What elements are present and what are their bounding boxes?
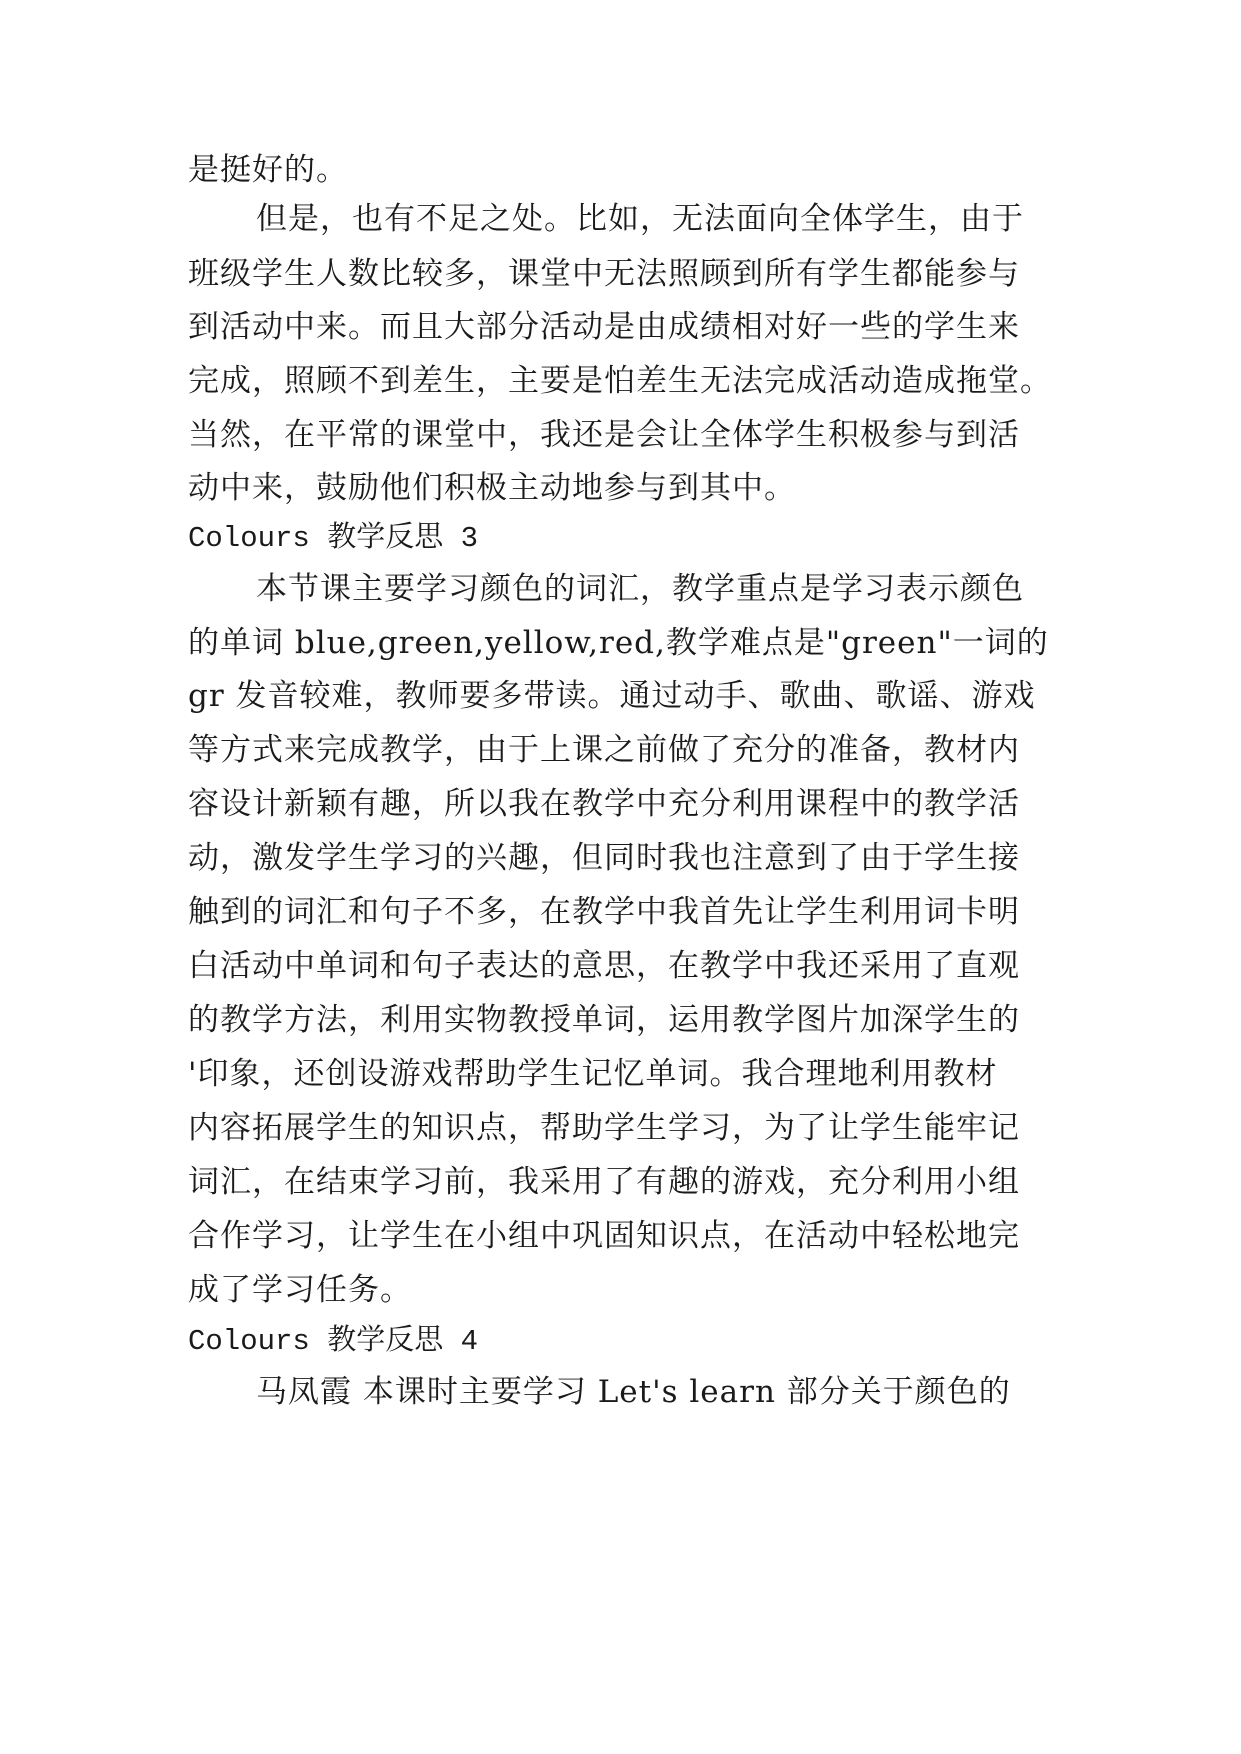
paragraph-line: 但是，也有不足之处。比如，无法面向全体学生，由于 bbox=[256, 201, 1024, 237]
paragraph-line: 内容拓展学生的知识点，帮助学生学习，为了让学生能牢记 bbox=[188, 1110, 1020, 1146]
paragraph-line: 动，激发学生学习的兴趣，但同时我也注意到了由于学生接 bbox=[188, 840, 1020, 876]
paragraph-line: gr 发音较难，教师要多带读。通过动手、歌曲、歌谣、游戏 bbox=[188, 678, 1036, 714]
paragraph-line: 的教学方法，利用实物教授单词，运用教学图片加深学生的 bbox=[188, 1002, 1020, 1038]
section-heading: Colours 教学反思 3 bbox=[188, 522, 479, 555]
paragraph-line: 马凤霞 本课时主要学习 Let's learn 部分关于颜色的 bbox=[256, 1374, 1011, 1410]
paragraph-line: 到活动中来。而且大部分活动是由成绩相对好一些的学生来 bbox=[188, 309, 1020, 345]
paragraph-line: 容设计新颖有趣，所以我在教学中充分利用课程中的教学活 bbox=[188, 786, 1020, 822]
paragraph-line: 白活动中单词和句子表达的意思，在教学中我还采用了直观 bbox=[188, 948, 1020, 984]
paragraph-line: 班级学生人数比较多，课堂中无法照顾到所有学生都能参与 bbox=[188, 256, 1020, 292]
paragraph-line: 合作学习，让学生在小组中巩固知识点，在活动中轻松地完 bbox=[188, 1218, 1020, 1254]
paragraph-line: 成了学习任务。 bbox=[188, 1272, 412, 1308]
paragraph-line: 当然，在平常的课堂中，我还是会让全体学生积极参与到活 bbox=[188, 417, 1020, 453]
paragraph-line: 动中来，鼓励他们积极主动地参与到其中。 bbox=[188, 470, 796, 506]
paragraph-line: '印象，还创设游戏帮助学生记忆单词。我合理地利用教材 bbox=[188, 1056, 998, 1092]
paragraph-line: 本节课主要学习颜色的词汇，教学重点是学习表示颜色 bbox=[256, 571, 1024, 607]
section-heading: Colours 教学反思 4 bbox=[188, 1325, 479, 1358]
paragraph-line: 等方式来完成教学，由于上课之前做了充分的准备，教材内 bbox=[188, 732, 1020, 768]
paragraph-line: 的单词 blue,green,yellow,red,教学难点是"green"一词的 bbox=[188, 625, 1049, 661]
paragraph-line: 词汇，在结束学习前，我采用了有趣的游戏，充分利用小组 bbox=[188, 1164, 1020, 1200]
paragraph-line: 触到的词汇和句子不多，在教学中我首先让学生利用词卡明 bbox=[188, 894, 1020, 930]
paragraph-line: 是挺好的。 bbox=[188, 152, 348, 188]
paragraph-line: 完成，照顾不到差生，主要是怕差生无法完成活动造成拖堂。 bbox=[188, 363, 1052, 399]
